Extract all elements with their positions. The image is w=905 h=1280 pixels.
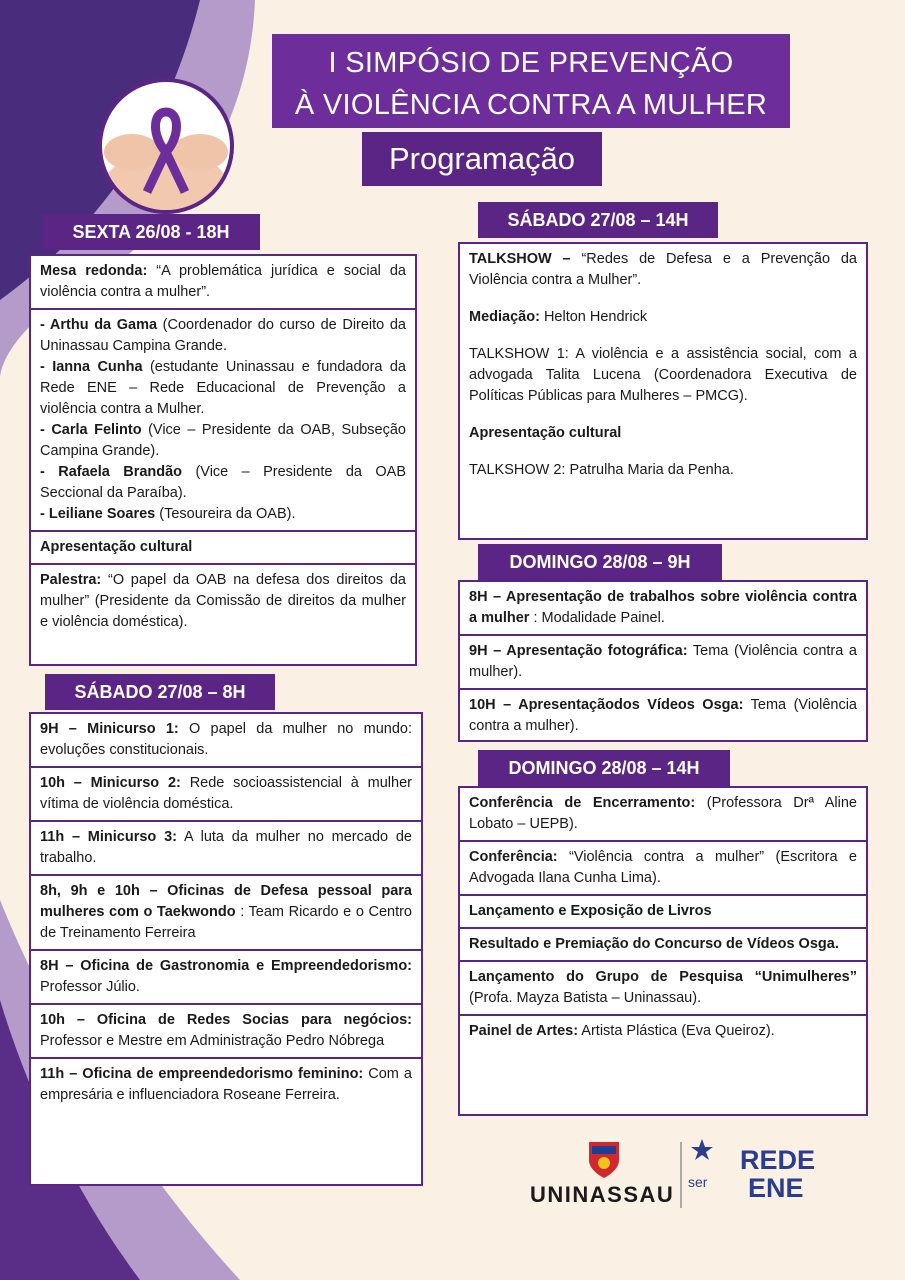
- domingo-9h-program: [458, 580, 868, 742]
- mesa-label: Mesa redonda:: [40, 263, 148, 279]
- list-item: [460, 1016, 866, 1047]
- item-label: Conferência de Encerramento:: [469, 795, 696, 811]
- uninassau-logo-text: UNINASSAU: [530, 1182, 675, 1207]
- list-item: [31, 1059, 421, 1111]
- list-item: [31, 714, 421, 768]
- header-domingo-9h: DOMINGO 28/08 – 9H: [478, 544, 722, 580]
- sexta-program: [29, 254, 417, 666]
- panelist-desc: (Vice – Presidente da OAB, Subseção Campina Grande).: [40, 422, 406, 459]
- header-sabado-8h: SÁBADO 27/08 – 8H: [45, 674, 275, 710]
- sabado-14h-program: [458, 242, 868, 540]
- item-text: “Violência contra a mulher” (Escritora e Advogada Ilana Cunha Lima).: [469, 849, 857, 886]
- mediacao-label: Mediação:: [469, 309, 540, 325]
- cultural-label: Apresentação cultural: [40, 539, 193, 555]
- sponsor-logos: [530, 1138, 830, 1213]
- mesa-redonda-item: [31, 256, 415, 310]
- uninassau-shield-icon: [586, 1138, 622, 1180]
- item-text: O papel da mulher no mundo: evoluções constitucionais.: [40, 721, 412, 758]
- item-text: Tema (Violência contra a mulher).: [469, 697, 857, 734]
- mediacao-text: Helton Hendrick: [539, 309, 648, 325]
- panelist-name: - Rafaela Brandão: [40, 464, 183, 480]
- ser-star-icon: [690, 1138, 714, 1162]
- item-label: 11h – Oficina de empreendedorismo feminino:: [40, 1066, 364, 1082]
- domingo-14h-program: [458, 786, 868, 1116]
- item-text: Artista Plástica (Eva Queiroz).: [578, 1023, 775, 1039]
- list-item: [460, 582, 866, 636]
- item-label: 8H – Apresentação de trabalhos sobre violência contra a mulher: [469, 589, 857, 626]
- panelist-desc: (Tesoureira da OAB).: [155, 506, 296, 522]
- item-text: Professor Júlio.: [40, 979, 140, 995]
- list-item: [31, 876, 421, 951]
- item-label: 8H – Oficina de Gastronomia e Empreendedorismo:: [40, 958, 412, 974]
- talkshow-text: “Redes de Defesa e a Prevenção da Violência contra a Mulher”.: [469, 251, 857, 288]
- cultural-label: Apresentação cultural: [469, 425, 622, 441]
- list-item: [31, 1005, 421, 1059]
- title-line-1: I SIMPÓSIO DE PREVENÇÃO: [328, 47, 734, 79]
- panelist-name: - Carla Felinto: [40, 422, 142, 438]
- item-text: Tema (Violência contra a mulher).: [469, 643, 857, 680]
- sabado-8h-program: [29, 712, 423, 1186]
- header-sexta: SEXTA 26/08 - 18H: [42, 214, 260, 250]
- list-item: [460, 896, 866, 929]
- item-label: 11h – Minicurso 3:: [40, 829, 177, 845]
- item-label: 10h – Oficina de Redes Socias para negócios:: [40, 1012, 412, 1028]
- item-text: A luta da mulher no mercado de trabalho.: [40, 829, 412, 866]
- list-item: [460, 962, 866, 1016]
- item-label: 10H – Apresentaçãodos Vídeos Osga:: [469, 697, 744, 713]
- talkshow-1: TALKSHOW 1: A violência e a assistência social, com a advogada Talita Lucena (Coordenadora Executiva de Políticas Públicas para Mulheres – PMCG).: [469, 346, 857, 404]
- talkshow-2: TALKSHOW 2: Patrulha Maria da Penha.: [469, 462, 734, 478]
- panelist-name: - Arthu da Gama: [40, 317, 158, 333]
- ribbon-image: [98, 78, 234, 214]
- talkshow-label: TALKSHOW –: [469, 251, 571, 267]
- title-line-2: À VIOLÊNCIA CONTRA A MULHER: [294, 89, 768, 121]
- list-item: [31, 951, 421, 1005]
- header-domingo-14h: DOMINGO 28/08 – 14H: [478, 750, 730, 786]
- mesa-text: “A problemática jurídica e social da violência contra a mulher”.: [40, 263, 406, 300]
- list-item: [460, 842, 866, 896]
- panelists-item: [31, 310, 415, 532]
- list-item: [460, 788, 866, 842]
- list-item: [460, 636, 866, 690]
- item-label: Resultado e Premiação do Concurso de Vídeos Osga.: [469, 936, 839, 952]
- item-label: Painel de Artes:: [469, 1023, 579, 1039]
- list-item: [31, 768, 421, 822]
- item-label: 8h, 9h e 10h – Oficinas de Defesa pessoal para mulheres com o Taekwondo: [40, 883, 412, 920]
- item-text: Professor e Mestre em Administração Pedro Nóbrega: [40, 1033, 385, 1049]
- header-sabado-14h: SÁBADO 27/08 – 14H: [478, 202, 718, 238]
- item-label: Lançamento e Exposição de Livros: [469, 903, 712, 919]
- panelist-desc: (estudante Uninassau e fundadora da Rede ENE – Rede Educacional de Prevenção a violência contra a Mulher.: [40, 359, 406, 417]
- list-item: [460, 929, 866, 962]
- awareness-ribbon-icon: [102, 82, 230, 210]
- palestra-label: Palestra:: [40, 572, 102, 588]
- item-label: 9H – Apresentação fotográfica:: [469, 643, 688, 659]
- title-banner: [272, 34, 790, 128]
- item-label: Lançamento do Grupo de Pesquisa “Unimulheres”: [469, 969, 857, 985]
- item-text: (Professora Drª Aline Lobato – UEPB).: [469, 795, 857, 832]
- rede-text: REDE: [740, 1145, 816, 1175]
- palestra-text: “O papel da OAB na defesa dos direitos da mulher” (Presidente da Comissão de direitos da mulher e violência doméstica).: [40, 572, 406, 630]
- logo-divider: [680, 1142, 682, 1208]
- item-text: : Team Ricardo e o Centro de Treinamento Ferreira: [40, 904, 412, 941]
- ene-text: ENE: [748, 1173, 804, 1203]
- item-text: Rede socioassistencial à mulher vítima de violência doméstica.: [40, 775, 412, 812]
- list-item: [31, 822, 421, 876]
- item-label: Conferência:: [469, 849, 558, 865]
- item-text: Com a empresária e influenciadora Roseane Ferreira.: [40, 1066, 412, 1103]
- item-text: : Modalidade Painel.: [529, 610, 665, 626]
- panelist-desc: (Coordenador do curso de Direito da Uninassau Campina Grande.: [40, 317, 406, 354]
- item-label: 10h – Minicurso 2:: [40, 775, 181, 791]
- rede-ene-logo: [740, 1146, 815, 1202]
- panelist-name: - Ianna Cunha: [40, 359, 143, 375]
- cultural-item: [31, 532, 415, 565]
- panelist-name: - Leiliane Soares: [40, 506, 156, 522]
- list-item: [460, 690, 866, 742]
- subtitle-banner: Programação: [362, 132, 602, 186]
- ser-logo-text: ser: [688, 1174, 708, 1190]
- panelist-desc: (Vice – Presidente da OAB Seccional da Paraíba).: [40, 464, 406, 501]
- item-label: 9H – Minicurso 1:: [40, 721, 179, 737]
- item-text: (Profa. Mayza Batista – Uninassau).: [469, 990, 702, 1006]
- palestra-item: [31, 565, 415, 638]
